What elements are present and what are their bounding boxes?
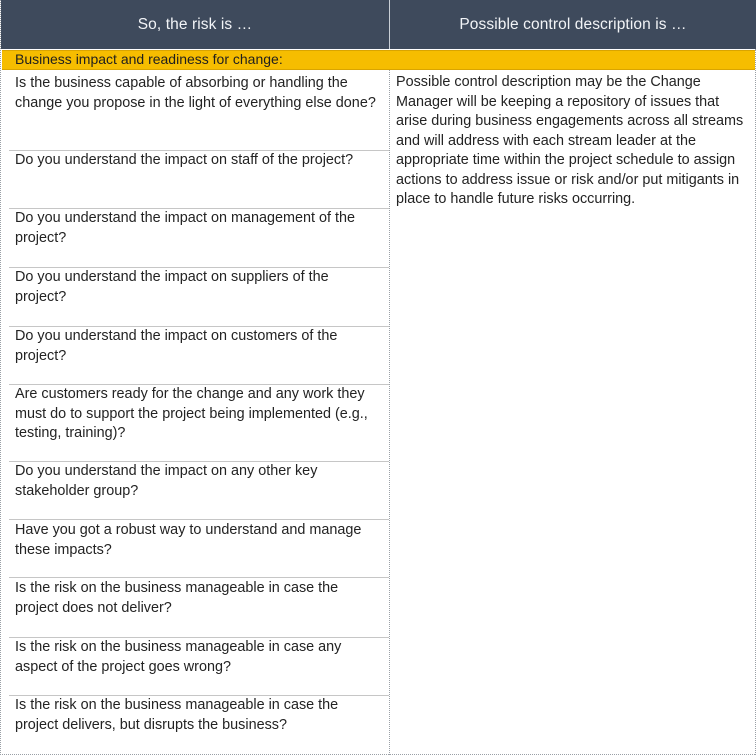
- risk-cell: Is the risk on the business manageable in case the project does not deliver?: [15, 580, 339, 616]
- section-title: Business impact and readiness for change:: [2, 50, 755, 70]
- risk-cell: Do you understand the impact on customers of the project?: [15, 328, 338, 364]
- risk-cell: Is the risk on the business manageable in case any aspect of the project goes wrong?: [15, 639, 342, 675]
- risk-cell: Do you understand the impact on management of the project?: [15, 210, 355, 246]
- risk-cell: Do you understand the impact on staff of the project?: [15, 152, 354, 168]
- risk-cell: Are customers ready for the change and any work they must do to support the project being implemented (e.g., testing, training)?: [15, 386, 368, 441]
- risk-cell: Is the business capable of absorbing or handling the change you propose in the light of everything else done?: [15, 75, 376, 111]
- risk-cell: Do you understand the impact on suppliers of the project?: [15, 269, 329, 305]
- risk-cell: Have you got a robust way to understand and manage these impacts?: [15, 522, 362, 558]
- header-risk: So, the risk is …: [137, 15, 253, 33]
- header-control: Possible control description is …: [459, 15, 687, 33]
- control-description: Possible control description may be the Change Manager will be keeping a repository of issues that arise during business engagements across all streams and will address with each stream leader at the appropriate time within the project schedule to assign actions to address issue or risk and/or put mitigants in place to handle future risks occurring.: [396, 74, 744, 207]
- risk-cell: Is the risk on the business manageable in case the project delivers, but disrupts the business?: [15, 697, 339, 733]
- table-header-row: [1, 0, 756, 49]
- risk-cell: Do you understand the impact on any other key stakeholder group?: [15, 463, 318, 499]
